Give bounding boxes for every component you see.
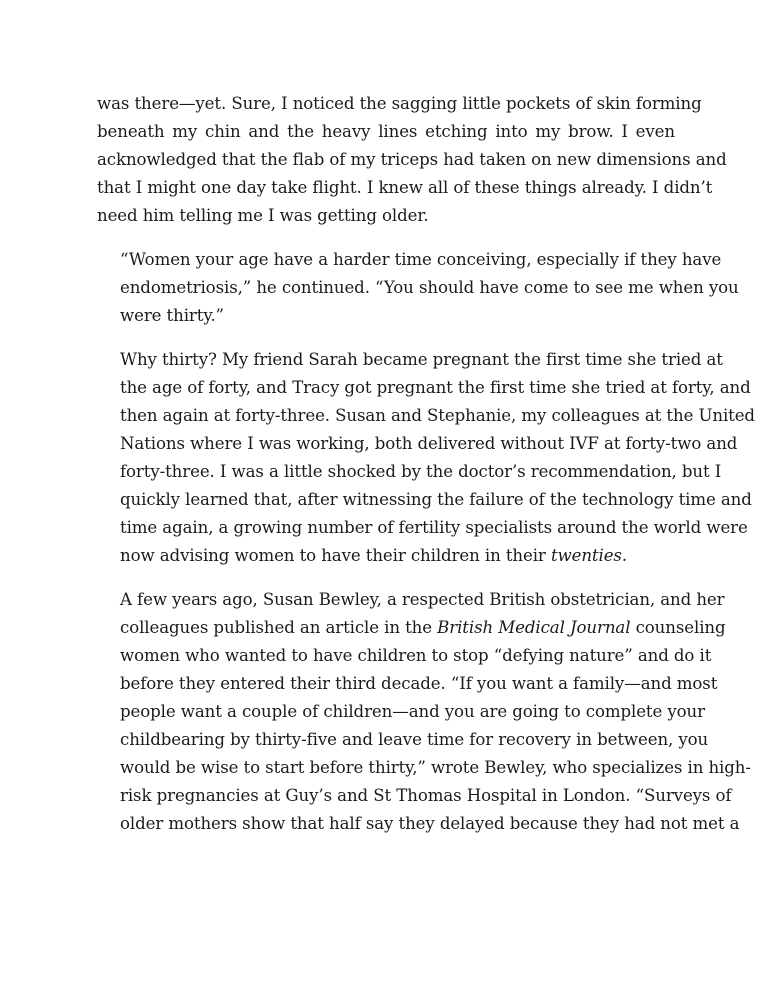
text-segment: quickly learned that, after witnessing the failure of the technology time and <box>120 490 752 509</box>
text-segment: now advising women to have their children in their <box>120 546 551 565</box>
text-line <box>97 374 751 402</box>
text-segment: acknowledged that the flab of my triceps had taken on new dimensions and <box>97 150 727 169</box>
text-line <box>97 174 713 202</box>
text-segment: would be wise to start before thirty,” wrote Bewley, who specializes in high- <box>120 758 751 777</box>
text-segment: need him telling me I was getting older. <box>97 206 429 225</box>
text-segment: “Women your age have a harder time conceiving, especially if they have <box>120 250 722 269</box>
text-segment: endometriosis,” he continued. “You should have come to see me when you <box>120 278 739 297</box>
text-segment: A few years ago, Susan Bewley, a respected British obstetrician, and her <box>120 590 725 609</box>
text-segment: forty-three. I was a little shocked by the doctor’s recommendation, but I <box>120 462 722 481</box>
text-line <box>97 542 675 570</box>
text-segment: counseling <box>630 618 726 637</box>
text-segment: people want a couple of children—and you are going to complete your <box>120 702 705 721</box>
text-line <box>97 514 748 542</box>
text-segment: Nations where I was working, both delivered without IVF at forty-two and <box>120 434 738 453</box>
text-segment: then again at forty-three. Susan and Stephanie, my colleagues at the United <box>120 406 755 425</box>
paragraph <box>97 90 727 230</box>
text-segment: older mothers show that half say they delayed because they had not met a <box>120 814 740 833</box>
text-line <box>97 202 675 230</box>
text-line <box>97 246 722 274</box>
paragraph <box>97 346 755 570</box>
text-line <box>97 430 738 458</box>
text-segment: were thirty.” <box>120 306 224 325</box>
paragraph <box>97 586 751 838</box>
text-segment: beneath my chin and the heavy lines etching into my brow. I even <box>97 122 675 141</box>
text-segment: time again, a growing number of fertility specialists around the world were <box>120 518 748 537</box>
text-line <box>97 302 675 330</box>
text-line <box>97 642 712 670</box>
text-line <box>97 614 726 642</box>
text-line <box>97 782 732 810</box>
italic-text: twenties. <box>550 546 628 565</box>
text-segment: before they entered their third decade. “If you want a family—and most <box>120 674 718 693</box>
text-line <box>97 754 751 782</box>
text-line <box>97 810 740 838</box>
text-line <box>97 670 718 698</box>
text-segment: childbearing by thirty-five and leave time for recovery in between, you <box>120 730 709 749</box>
text-segment: risk pregnancies at Guy’s and St Thomas Hospital in London. “Surveys of <box>120 786 732 805</box>
text-line <box>97 274 739 302</box>
text-line <box>97 458 722 486</box>
book-page <box>97 90 755 854</box>
text-segment: the age of forty, and Tracy got pregnant the first time she tried at forty, and <box>120 378 751 397</box>
text-line <box>97 586 725 614</box>
text-segment: was there—yet. Sure, I noticed the sagging little pockets of skin forming <box>97 94 702 113</box>
text-line <box>97 726 709 754</box>
text-line <box>97 118 675 146</box>
text-line <box>97 90 702 118</box>
text-line <box>97 346 723 374</box>
text-line <box>97 146 727 174</box>
italic-text: British Medical Journal <box>437 618 631 637</box>
text-line <box>97 486 752 514</box>
text-segment: colleagues published an article in the <box>120 618 438 637</box>
text-segment: Why thirty? My friend Sarah became pregnant the first time she tried at <box>120 350 723 369</box>
text-segment: that I might one day take flight. I knew all of these things already. I didn’t <box>97 178 713 197</box>
text-segment: women who wanted to have children to stop “defying nature” and do it <box>120 646 712 665</box>
text-line <box>97 402 755 430</box>
text-line <box>97 698 705 726</box>
paragraph <box>97 246 739 330</box>
